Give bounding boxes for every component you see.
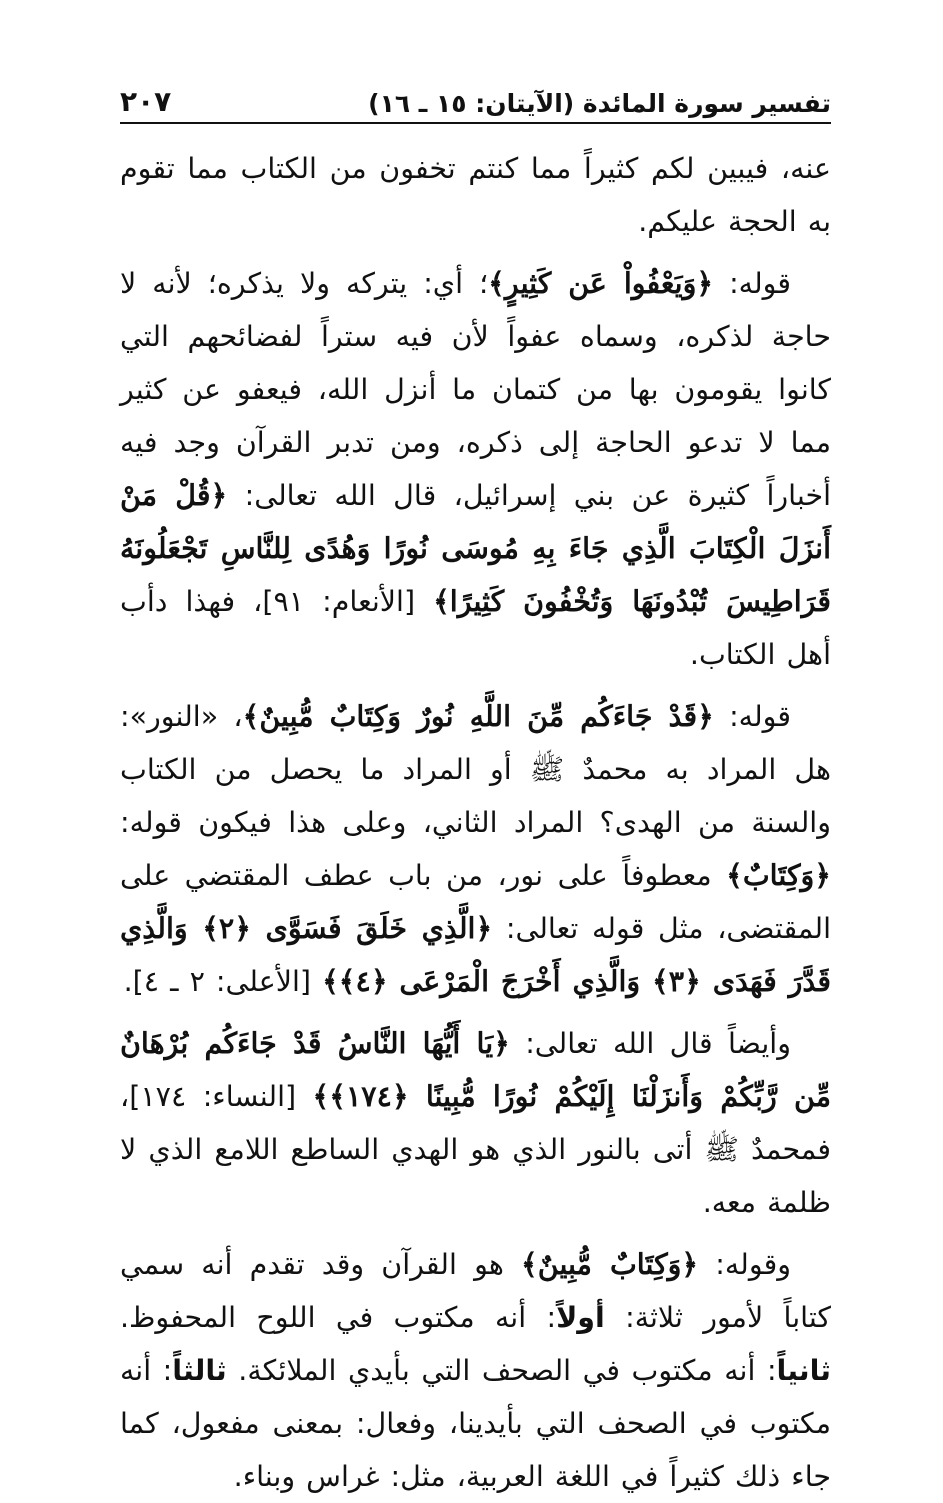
bold-term: أولاً xyxy=(556,1301,605,1334)
text-run: ؛ أي: يتركه ولا يذكره؛ لأنه لا حاجة لذكره، وسماه عفواً لأن فيه ستراً لفضائحهم التي كانوا يقومون بها من كتمان ما أنزل الله، فيعفو عن كثير مما لا تدعو الحاجة إلى ذكره، ومن تدبر القرآن وجد فيه أخباراً كثيرة عن بني إسرائيل، قال الله تعالى: xyxy=(120,267,831,512)
text-run: [النساء: ١٧٤]، فمحمدٌ ﷺ أتى بالنور الذي هو الهدي الساطع اللامع الذي لا ظلمة معه. xyxy=(120,1080,831,1219)
page-header xyxy=(120,74,831,124)
page-body xyxy=(120,142,831,1503)
paragraph xyxy=(120,1238,831,1503)
bold-term: ثانياً xyxy=(776,1354,831,1387)
quran-verse: ﴿الَّذِي خَلَقَ فَسَوَّى ﴿٢﴾ وَالَّذِي قَدَّرَ فَهَدَى ﴿٣﴾ وَالَّذِي أَخْرَجَ الْمَرْعَى ﴿٤﴾﴾ xyxy=(120,911,831,998)
text-run: وأيضاً قال الله تعالى: xyxy=(509,1027,791,1060)
text-run: ، «النور»: هل المراد به محمدٌ ﷺ أو المراد ما يحصل من الكتاب والسنة من الهدى؟ المراد الثاني، وعلى هذا فيكون قوله: xyxy=(120,700,831,839)
quran-verse: ﴿يَا أَيُّهَا النَّاسُ قَدْ جَاءَكُم بُرْهَانٌ مِّن رَّبِّكُمْ وَأَنزَلْنَا إِلَيْكُمْ نُورًا مُّبِينًا ﴿١٧٤﴾﴾ xyxy=(120,1026,831,1113)
text-run: معطوفاً على نور، من باب عطف المقتضي على المقتضى، مثل قوله تعالى: xyxy=(120,859,831,945)
quran-verse: ﴿وَيَعْفُواْ عَن كَثِيرٍ﴾ xyxy=(488,266,714,300)
running-title: تفسير سورة المائدة (الآيتان: ١٥ ـ ١٦) xyxy=(368,89,831,118)
text-run: [الأنعام: ٩١]، فهذا دأب أهل الكتاب. xyxy=(120,585,831,671)
quran-verse: ﴿وَكِتَابٌ﴾ xyxy=(726,858,831,892)
text-run: : أنه مكتوب في الصحف التي بأيدي الملائكة. xyxy=(226,1354,777,1387)
text-run: : أنه مكتوب في اللوح المحفوظ. xyxy=(120,1301,557,1334)
text-run: هو القرآن وقد تقدم أنه سمي كتاباً لأمور ثلاثة: xyxy=(120,1248,831,1334)
bold-term: ثالثاً xyxy=(172,1354,227,1387)
paragraph xyxy=(120,690,831,1008)
quran-verse: ﴿قُلْ مَنْ أَنزَلَ الْكِتَابَ الَّذِي جَاءَ بِهِ مُوسَى نُورًا وَهُدًى لِلنَّاسِ تَجْعَلُونَهُ قَرَاطِيسَ تُبْدُونَهَا وَتُخْفُونَ كَثِيرًا﴾ xyxy=(120,478,831,618)
text-run: قوله: xyxy=(713,267,791,300)
text-run: [الأعلى: ٢ ـ ٤]. xyxy=(123,965,323,998)
page-number: ٢٠٧ xyxy=(120,85,172,118)
paragraph xyxy=(120,257,831,681)
quran-verse: ﴿قَدْ جَاءَكُم مِّنَ اللَّهِ نُورٌ وَكِتَابٌ مُّبِينٌ﴾ xyxy=(242,699,714,733)
paragraph xyxy=(120,1017,831,1229)
text-run: عنه، فيبين لكم كثيراً مما كنتم تخفون من الكتاب مما تقوم به الحجة عليكم. xyxy=(120,152,831,238)
text-run: قوله: xyxy=(713,700,791,733)
text-run: : أنه مكتوب في الصحف التي بأيدينا، وفعال: بمعنى مفعول، كما جاء ذلك كثيراً في اللغة العربية، مثل: غراس وبناء. xyxy=(120,1354,831,1493)
quran-verse: ﴿وَكِتَابٌ مُّبِينٌ﴾ xyxy=(521,1247,699,1281)
paragraph xyxy=(120,142,831,248)
text-run: وقوله: xyxy=(698,1248,791,1281)
